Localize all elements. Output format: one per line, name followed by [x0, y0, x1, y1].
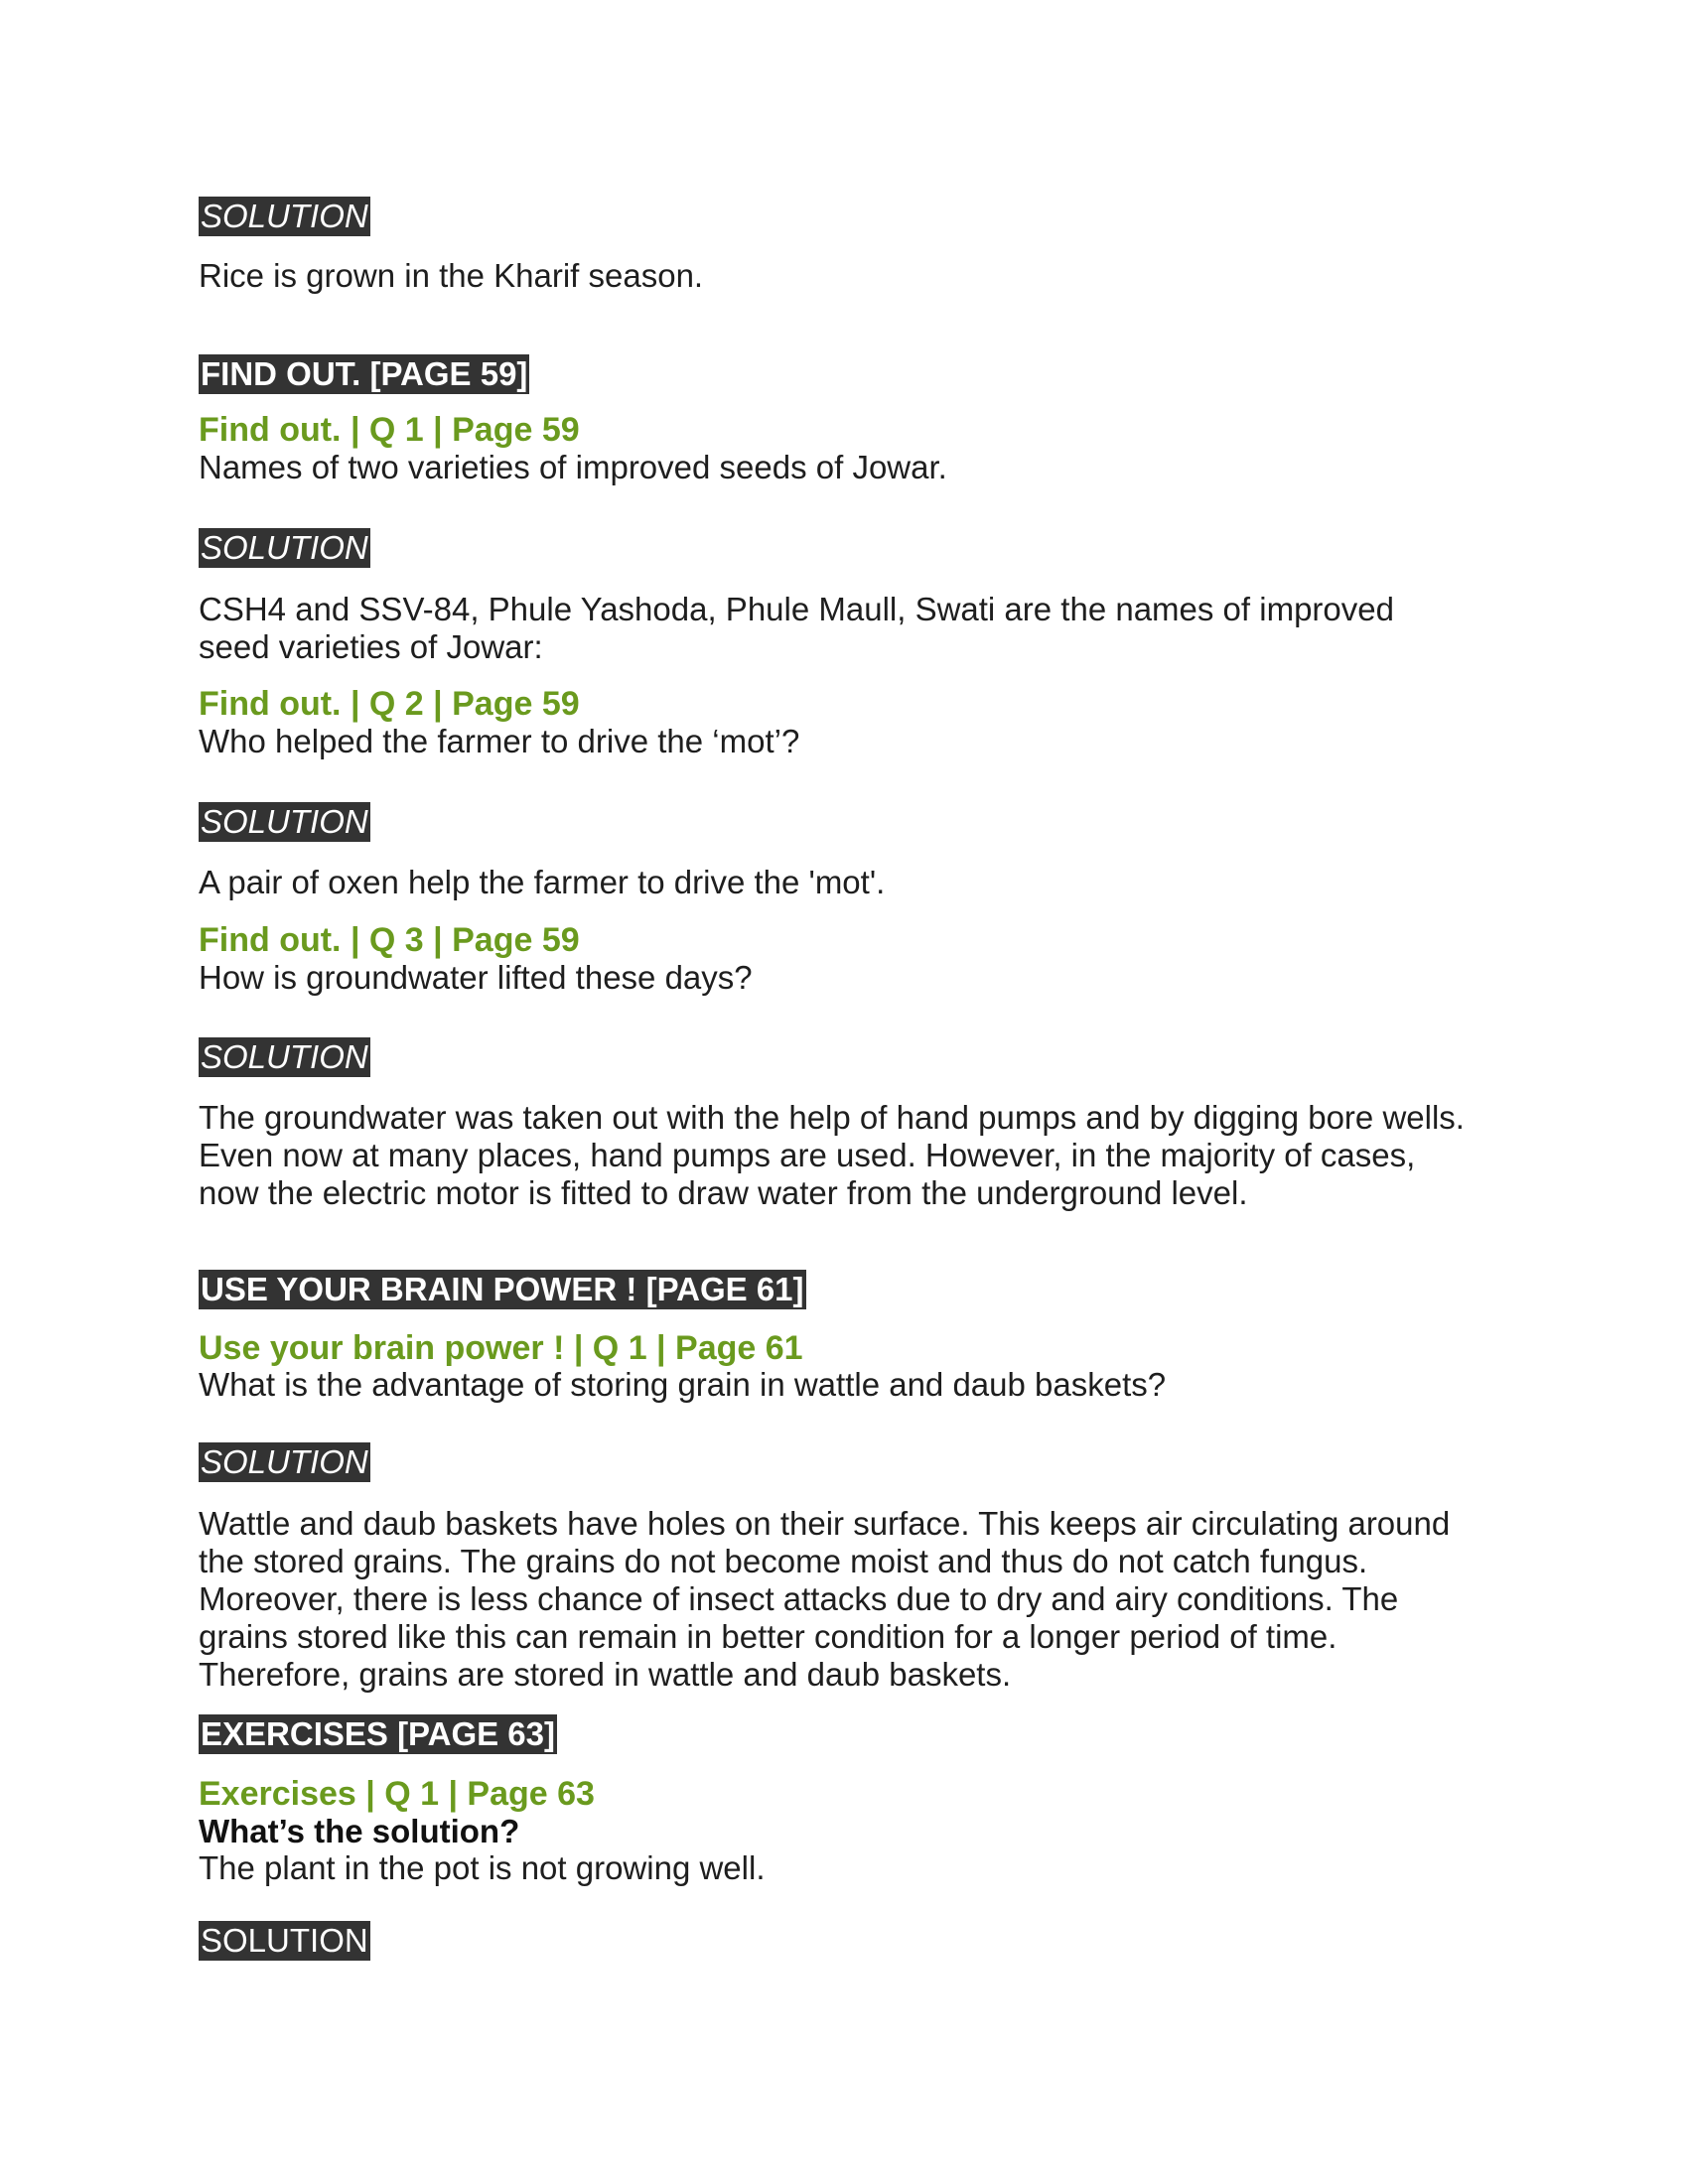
solution-text: Rice is grown in the Kharif season.	[199, 257, 704, 294]
question-text: Names of two varieties of improved seeds of Jowar.	[199, 449, 947, 485]
section-heading-find-out	[199, 354, 529, 394]
solution-text: The groundwater was taken out with the help of hand pumps and by digging bore wells. Even now at many places, hand pumps are used. However, in the majority of cases, now the electric motor is fitted to draw water from the underground level.	[199, 1099, 1465, 1211]
question-text: Who helped the farmer to drive the ‘mot’?	[199, 723, 800, 759]
question-text: How is groundwater lifted these days?	[199, 959, 753, 996]
solution-tag: SOLUTION	[201, 1922, 368, 1959]
section-heading-tag: USE YOUR BRAIN POWER ! [PAGE 61]	[201, 1271, 804, 1307]
solution-text: CSH4 and SSV-84, Phule Yashoda, Phule Maull, Swati are the names of improved seed varieties of Jowar:	[199, 591, 1394, 665]
question-text: What is the advantage of storing grain in wattle and daub baskets?	[199, 1366, 1167, 1403]
solution-label	[199, 1442, 370, 1482]
question-prompt: What’s the solution?	[199, 1813, 520, 1849]
section-heading-exercises	[199, 1714, 557, 1754]
solution-tag: SOLUTION	[201, 803, 368, 840]
section-heading-tag: FIND OUT. [PAGE 59]	[201, 355, 528, 392]
solution-label	[199, 802, 370, 842]
solution-label	[199, 528, 370, 568]
solution-text: Wattle and daub baskets have holes on their surface. This keeps air circulating around the stored grains. The grains do not become moist and thus do not catch fungus. Moreover, there is less chance of insect attacks due to dry and airy conditions. The grains stored like this can remain in better condition for a longer period of time. Therefore, grains are stored in wattle and daub baskets.	[199, 1505, 1451, 1693]
question-text: The plant in the pot is not growing well.	[199, 1849, 766, 1886]
question-label: Use your brain power ! | Q 1 | Page 61	[199, 1329, 803, 1367]
solution-tag: SOLUTION	[201, 1038, 368, 1075]
section-heading-tag: EXERCISES [PAGE 63]	[201, 1715, 555, 1752]
solution-label	[199, 1037, 370, 1077]
section-heading-brain-power	[199, 1270, 806, 1309]
solution-tag: SOLUTION	[201, 529, 368, 566]
solution-text: A pair of oxen help the farmer to drive the 'mot'.	[199, 864, 886, 900]
question-label: Find out. | Q 2 | Page 59	[199, 685, 580, 723]
solution-tag: SOLUTION	[201, 198, 368, 234]
question-label: Find out. | Q 1 | Page 59	[199, 411, 580, 449]
solution-label	[199, 197, 370, 236]
solution-tag: SOLUTION	[201, 1443, 368, 1480]
question-label: Find out. | Q 3 | Page 59	[199, 921, 580, 959]
question-label: Exercises | Q 1 | Page 63	[199, 1775, 595, 1813]
solution-label	[199, 1921, 370, 1961]
